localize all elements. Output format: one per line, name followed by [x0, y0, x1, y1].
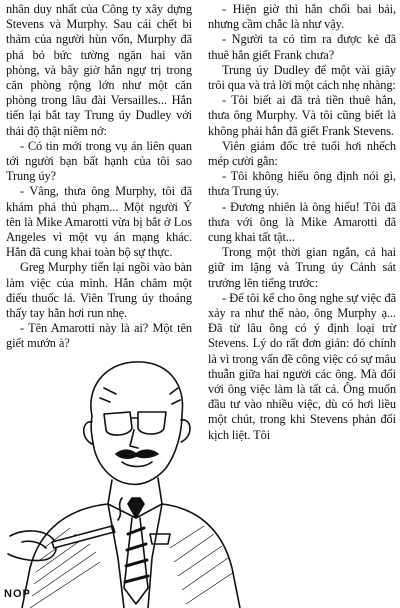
paragraph: Trong một thời gian ngắn, cả hai giữ im lặng và Trung úy Cảnh sát trưởng lên tiếng trước: [208, 245, 396, 290]
paragraph: Trung úy Dudley để một vài giây trôi qua và trả lời một cách nhẹ nhàng: [208, 62, 396, 93]
paragraph: - Người ta có tìm ra được kẻ đã thuê hắn giết Frank chưa? [208, 32, 396, 62]
mustache [116, 450, 158, 458]
ink-illustration [0, 358, 252, 608]
paragraph: - Để tôi kể cho ông nghe sự việc đã xảy ra như thế nào, ông Murphy ạ... Đã từ lâu ông có ý định loại trừ Stevens. Lý do rất đơn giản: đó chính là vì trong vấn đề công việc có sự mâu thuẫn giữa hai người các ông. Mà đối với ông việc làm là tất cả. Ông muốn đầu tư vào nhiều việc, dù có hơi liều một chút, trong khi Stevens phản đối kịch liệt. Tôi [208, 290, 396, 442]
paragraph: - Tên Amarotti này là ai? Một tên giết mướn à? [6, 321, 192, 351]
illustrator-signature: NOP [4, 588, 31, 600]
paragraph: Greg Murphy tiến lại ngồi vào bàn làm việc của mình. Hắn châm một điếu thuốc lá. Viên Trung úy thoáng thấy tay hắn hơi run nhẹ. [6, 260, 192, 321]
paragraph: - Hiện giờ thì hắn chối bai bải, nhưng cầm chắc là như vậy. [208, 2, 396, 32]
hand [8, 531, 56, 561]
left-text-column [6, 2, 192, 352]
paragraph: nhân duy nhất của Công ty xây dựng Stevens và Murphy. Sau cái chết bi thảm của người hùn vốn, Murphy đã phá bỏ bức tường ngăn hai văn phòng, và bây giờ hắn ngự trị trong căn phòng rộng lớn như một căn phòng trong lâu đài Versailles... Hắn tiến lại bắt tay Trung úy Dudley với thái độ thật niềm nở: [6, 2, 192, 138]
paragraph: - Tôi biết ai đã trả tiền thuê hắn, thưa ông Murphy. Và tôi cũng biết là không phải hắn đã giết Frank Stevens. [208, 93, 396, 138]
paragraph: - Có tin mới trong vụ án liên quan tới người bạn bất hạnh của tôi sao Trung úy? [6, 138, 192, 184]
paragraph: - Vâng, thưa ông Murphy, tôi đã khám phá thủ phạm... Một người Ý tên là Mike Amarotti vừa bị bắt ở Los Angeles vì một vụ án mạng khác. Hắn đã cung khai toàn bộ sự thực. [6, 184, 192, 260]
glasses [104, 412, 132, 435]
paragraph: Viên giám đốc trẻ tuổi hơi nhếch mép cười gằn: [208, 138, 396, 169]
paragraph: - Tôi không hiểu ông định nói gì, thưa Trung úy. [208, 169, 396, 199]
paragraph: - Đương nhiên là ông hiểu! Tôi đã thưa với ông là Mike Amarotti đã cung khai tất tật... [208, 199, 396, 245]
cigarette [52, 526, 114, 548]
